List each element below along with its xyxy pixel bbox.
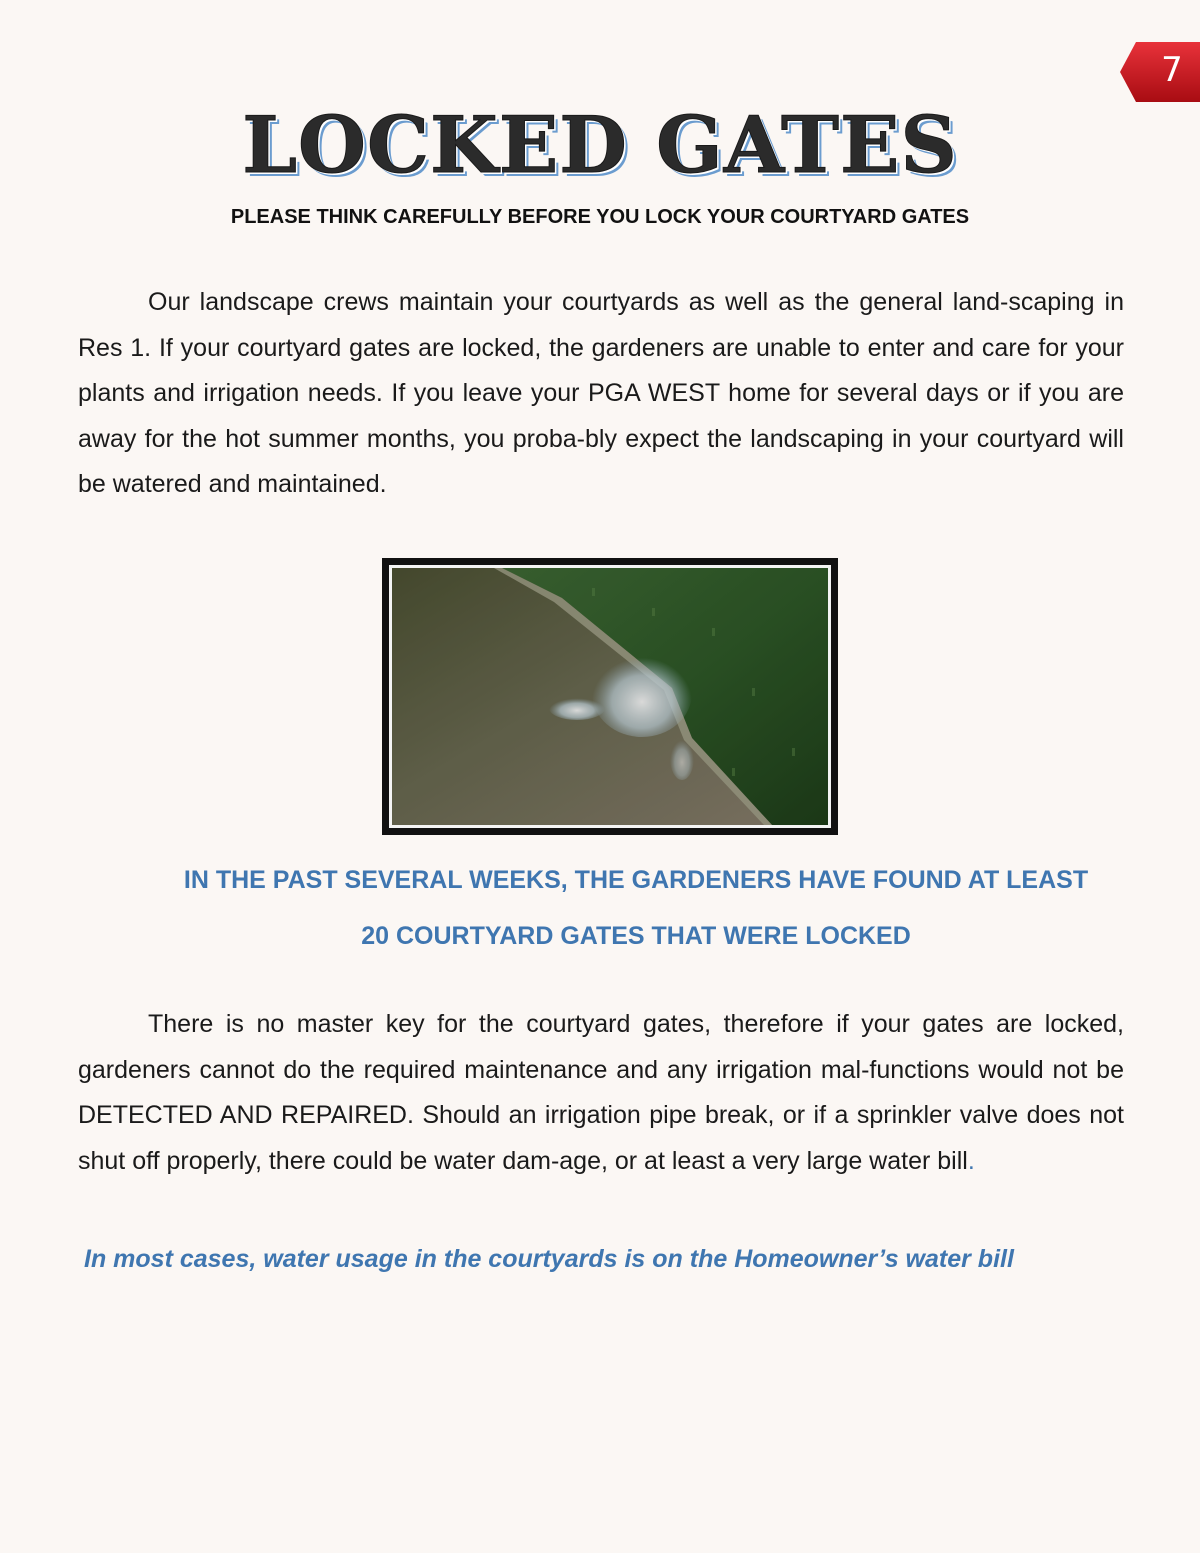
paragraph-1-text: Our landscape crews maintain your courtyards as well as the general land-scaping in Res 1. If your courtyard gates are locked, the gardeners are unable to enter and care for your plants and irrigation needs. If you leave your PGA WEST home for several days or if you are away for the hot summer months, you proba-bly expect the landscaping in your courtyard will be watered and maintained.: [78, 288, 1124, 498]
page-number: 7: [1161, 50, 1183, 90]
paragraph-2-end: .: [967, 1146, 975, 1175]
body-paragraph-2: [78, 1002, 1124, 1184]
paragraph-2-text: There is no master key for the courtyard gates, therefore if your gates are locked, gardeners cannot do the required maintenance and any irrigation mal-functions would not be DETECTED AND REPAIRED. Should an irrigation pipe break, or if a sprinkler valve does not shut off properly, there could be water dam-age, or at least a very large water bill: [78, 1010, 1124, 1175]
body-paragraph-1: [78, 280, 1124, 508]
page-number-badge: [1120, 42, 1200, 102]
sprinkler-photo: [382, 558, 838, 835]
water-bill-note: In most cases, water usage in the courtyards is on the Homeowner’s water bill: [84, 1245, 1014, 1273]
callout-line-1: IN THE PAST SEVERAL WEEKS, THE GARDENERS HAVE FOUND AT LEAST: [183, 866, 1089, 894]
water-leak-image-icon: [392, 568, 828, 825]
callout-line-2: 20 COURTYARD GATES THAT WERE LOCKED: [361, 922, 911, 950]
page-subtitle: PLEASE THINK CAREFULLY BEFORE YOU LOCK YOUR COURTYARD GATES: [230, 206, 970, 228]
page-title: LOCKED GATES: [242, 100, 958, 191]
